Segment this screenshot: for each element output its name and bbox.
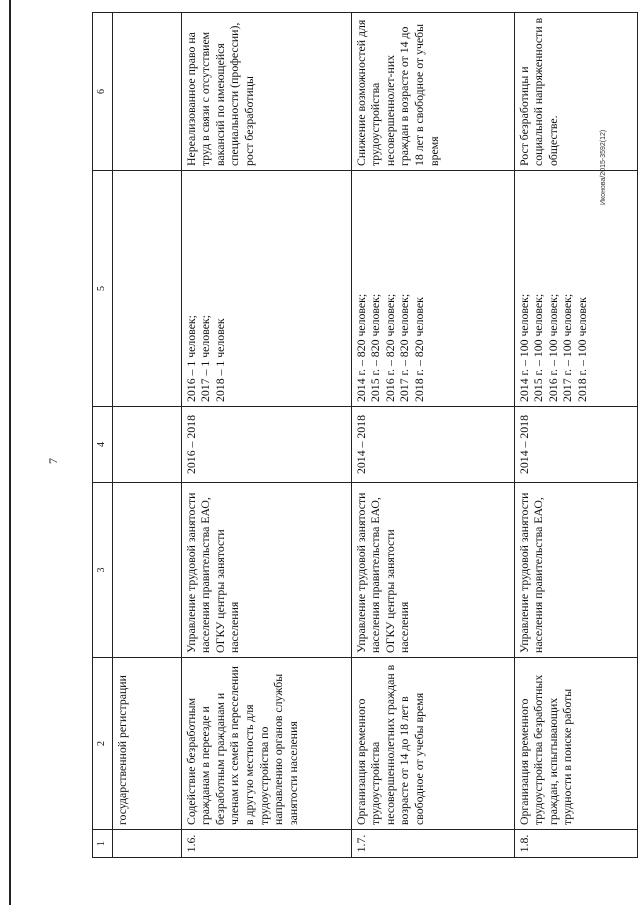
indicator-line: 2018 г. – 100 человек — [574, 297, 589, 402]
indicators-cell — [514, 171, 637, 407]
period-cell: 2014 – 2018 — [514, 407, 637, 483]
executor-cell: Управление трудовой занятости населения правительства ЕАО, ОГКУ центры занятости населения — [181, 483, 351, 658]
indicator-line: 2015 г. – 100 человек; — [531, 293, 546, 402]
consequences-cell: Нереализованное право на труд в связи с отсутствием вакансий по имеющейся специальности (профессии), рост безработицы — [181, 13, 351, 171]
period-cell: 2016 – 2018 — [181, 407, 351, 483]
table-row — [181, 13, 351, 858]
indicator-line: 2017 – 1 человек; — [198, 315, 213, 402]
header-cell: 6 — [93, 13, 113, 171]
measure-cell: Организация временного трудоустройства несовершеннолетних граждан в возрасте от 14 до 18 лет в свободное от учебы время — [351, 658, 514, 830]
indicator-line: 2014 г. – 100 человек; — [516, 293, 531, 402]
header-cell: 2 — [93, 658, 113, 830]
period-cell — [112, 407, 181, 483]
indicator-line: 2016 г. – 100 человек; — [545, 293, 560, 402]
measure-cell: государственной регистрации — [112, 658, 181, 830]
indicator-line: 2016 г. – 820 человек; — [382, 293, 397, 402]
indicator-line: 2018 г. – 820 человек — [411, 297, 426, 402]
indicator-line: 2017 г. – 100 человек; — [560, 293, 575, 402]
indicators-cell — [112, 171, 181, 407]
executor-cell: Управление трудовой занятости населения правительства ЕАО, ОГКУ центры занятости населения — [351, 483, 514, 658]
num-cell: 1.7. — [351, 830, 514, 858]
indicators-cell — [181, 171, 351, 407]
executor-cell: Управление трудовой занятости населения правительства ЕАО, — [514, 483, 637, 658]
measure-cell: Содействие безработным гражданам в переезде и безработным гражданам и членам их семей в переселении в другую местность для трудоустройства по направлению органов службы занятости населения — [181, 658, 351, 830]
indicator-line: 2018 – 1 человек — [212, 318, 227, 402]
header-cell: 1 — [93, 830, 113, 858]
indicator-line: 2017 г. – 820 человек; — [397, 293, 412, 402]
page-number: 7 — [46, 458, 60, 464]
num-cell: 1.6. — [181, 830, 351, 858]
executor-cell — [112, 483, 181, 658]
measure-cell: Организация временного трудоустройства безработных граждан, испытывающих трудности в поиске работы — [514, 658, 637, 830]
indicator-line: 2015 г. – 820 человек; — [368, 293, 383, 402]
document-code: Иконова/2015-3592(12) — [600, 129, 607, 205]
indicator-line: 2016 – 1 человек; — [183, 315, 198, 402]
table-header-row — [93, 13, 113, 858]
table-row-continuation — [112, 13, 181, 858]
binding-edge-line — [9, 0, 11, 905]
measures-table — [92, 12, 638, 858]
consequences-cell — [112, 13, 181, 171]
header-cell: 4 — [93, 407, 113, 483]
table-row — [514, 13, 637, 858]
header-cell: 5 — [93, 171, 113, 407]
rotated-table-container — [92, 13, 637, 858]
num-cell — [112, 830, 181, 858]
indicators-cell — [351, 171, 514, 407]
consequences-cell: Рост безработицы и социальной напряженности в обществе. — [514, 13, 637, 171]
num-cell: 1.8. — [514, 830, 637, 858]
table-row — [351, 13, 514, 858]
period-cell: 2014 – 2018 — [351, 407, 514, 483]
header-cell: 3 — [93, 483, 113, 658]
consequences-cell: Снижение возможностей для трудоустройства несовершеннолет-них граждан в возрасте от 14 до 18 лет в свободное от учебы время — [351, 13, 514, 171]
indicator-line: 2014 г. – 820 человек; — [353, 293, 368, 402]
